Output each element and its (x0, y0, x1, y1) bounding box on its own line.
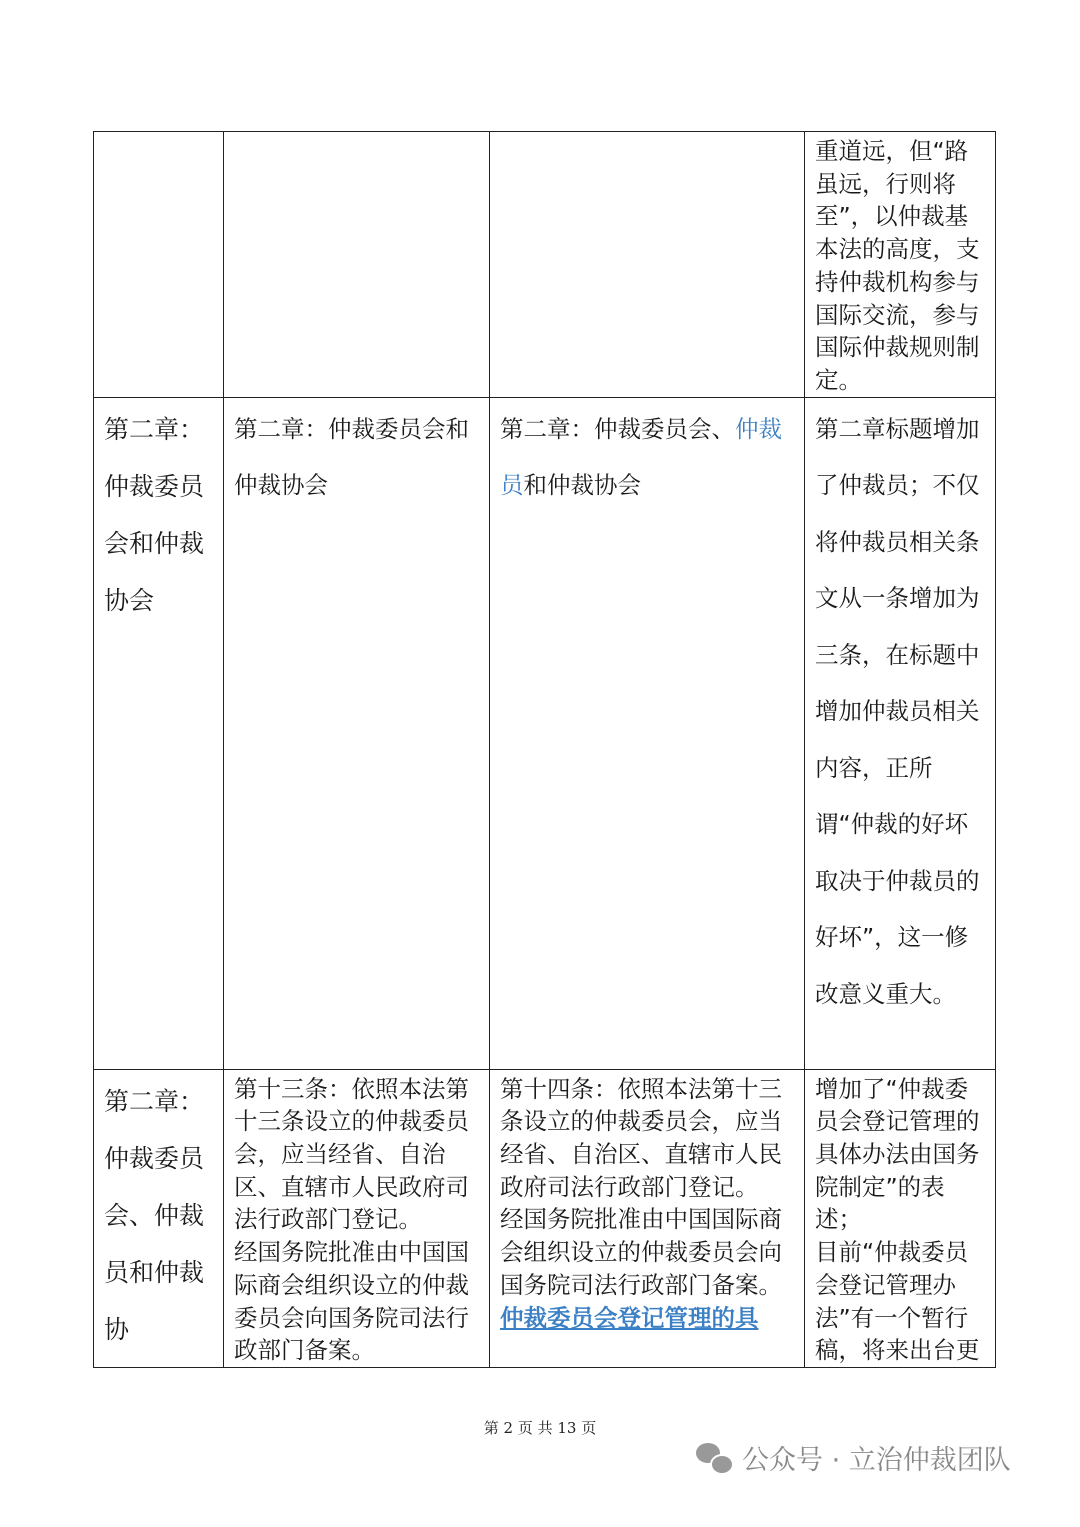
table-row (94, 397, 996, 1069)
old-chapter-title: 第二章：仲裁委员会和仲裁协会 (234, 414, 469, 500)
page-number: 第 2 页 共 13 页 (483, 1419, 597, 1437)
cell-chapter (94, 1069, 224, 1367)
cell-new-law (490, 1069, 805, 1367)
commentary-paragraph: 增加了“仲裁委员会登记管理的具体办法由国务院制定”的表述； (815, 1074, 980, 1234)
commentary-text: 重道远，但“路虽远，行则将至”，以仲裁基本法的高度，支持仲裁机构参与国际交流，参与国际仲裁规则制定。 (815, 137, 980, 394)
cell-old-law (224, 132, 490, 398)
article-paragraph: 经国务院批准由中国国际商会组织设立的仲裁委员会向国务院司法行政部门备案。 (500, 1205, 782, 1299)
cell-commentary (805, 132, 996, 398)
cell-new-law (490, 132, 805, 398)
cell-chapter (94, 397, 224, 1069)
added-paragraph-link[interactable]: 仲裁委员会登记管理的具 (500, 1303, 759, 1332)
cell-commentary (805, 397, 996, 1069)
added-text-highlight: 仲裁员 (500, 414, 782, 500)
wechat-icon (696, 1439, 732, 1475)
cell-old-law (224, 1069, 490, 1367)
commentary-text: 第二章标题增加了仲裁员；不仅将仲裁员相关条文从一条增加为三条，在标题中增加仲裁员相关内容，正所谓“仲裁的好坏取决于仲裁员的好坏”，这一修改意义重大。 (815, 414, 980, 1008)
watermark (696, 1436, 1011, 1478)
comparison-table (93, 131, 996, 1368)
chapter-title: 第二章：仲裁委员会和仲裁协会 (104, 414, 205, 615)
chapter-title: 第二章：仲裁委员会、仲裁员和仲裁协 (104, 1086, 205, 1344)
new-chapter-title-part: 和仲裁协会 (523, 471, 641, 500)
watermark-text: 公众号 · 立治仲裁团队 (742, 1444, 1011, 1476)
cell-new-law (490, 397, 805, 1069)
article-paragraph: 经国务院批准由中国国际商会组织设立的仲裁委员会向国务院司法行政部门备案。 (234, 1238, 469, 1365)
cell-old-law (224, 397, 490, 1069)
table-row (94, 132, 996, 398)
article-paragraph: 第十四条：依照本法第十三条设立的仲裁委员会，应当经省、自治区、直辖市人民政府司法行政部门登记。 (500, 1074, 782, 1201)
cell-chapter (94, 132, 224, 398)
table-row (94, 1069, 996, 1367)
commentary-paragraph: 目前“仲裁委员会登记管理办法”有一个暂行稿，将来出台更 (815, 1238, 980, 1365)
cell-commentary (805, 1069, 996, 1367)
article-paragraph: 第十三条：依照本法第十三条设立的仲裁委员会，应当经省、自治区、直辖市人民政府司法行政部门登记。 (234, 1074, 469, 1234)
new-chapter-title-part: 第二章：仲裁委员会、 (500, 414, 735, 443)
